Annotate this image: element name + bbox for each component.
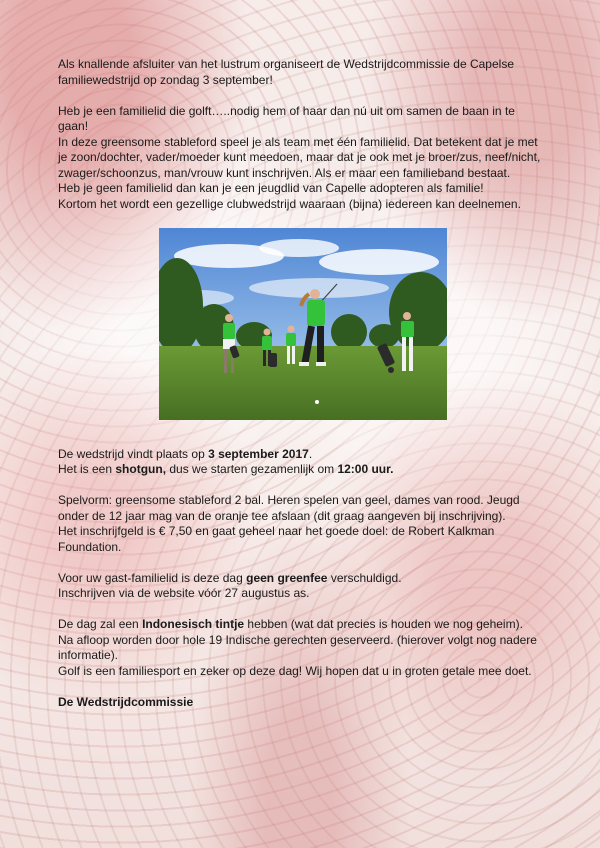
format-line-2: Het inschrijfgeld is € 7,50 en gaat geheel naar het goede doel: de Robert Kalkman Foundation. (58, 524, 495, 554)
family-line-4: Kortom het wordt een gezellige clubwedstrijd waaraan (bijna) iedereen kan deelnemen. (58, 196, 521, 211)
event-date: 3 september 2017 (208, 446, 309, 461)
golf-family-photo (159, 228, 447, 420)
family-line-3: Heb je geen familielid dan kan je een jeugdlid van Capelle adopteren als familie! (58, 181, 484, 195)
guest-paragraph (58, 571, 548, 602)
golf-ball (315, 400, 319, 404)
guest-greenfee: geen greenfee (246, 570, 328, 585)
register-line: Inschrijven via de website vóór 27 augustus as. (58, 586, 310, 600)
guest-suffix: verschuldigd. (327, 570, 402, 585)
intro-paragraph: Als knallende afsluiter van het lustrum organiseert de Wedstrijdcommissie de Capelse familiewedstrijd op zondag 3 september! (58, 57, 514, 87)
signature-paragraph (58, 695, 548, 711)
theme-line-3: Golf is een familiesport en zeker op deze dag! Wij hopen dat u in groten getale mee doet. (58, 663, 532, 678)
schedule-paragraph (58, 447, 548, 478)
family-paragraph (58, 104, 548, 213)
format-line-1: Spelvorm: greensome stableford 2 bal. Heren spelen van geel, dames van rood. Jeugd onder de 12 jaar mag van de oranje tee afslaan (dit graag aangeven bij inschrijving). (58, 493, 520, 523)
theme-highlight: Indonesisch tintje (142, 617, 245, 631)
theme-line-2: Na afloop worden door hole 19 Indische gerechten geserveerd. (hierover volgt nog nadere informatie). (58, 632, 537, 662)
theme-suffix: hebben (wat dat precies is houden we nog geheim). (244, 617, 523, 631)
shotgun-mid: dus we starten gezamenlijk om (166, 462, 338, 476)
schedule-date-prefix: De wedstrijd vindt plaats op (58, 446, 209, 461)
guest-prefix: Voor uw gast-familielid is deze dag (58, 570, 247, 585)
flyer-content (58, 57, 548, 726)
shotgun-label: shotgun, (115, 462, 167, 476)
format-paragraph (58, 493, 548, 555)
signature: De Wedstrijdcommissie (58, 694, 194, 709)
theme-prefix: De dag zal een (58, 617, 143, 631)
schedule-date-suffix: . (308, 446, 313, 461)
family-line-2: In deze greensome stableford speel je als team met één familielid. Dat betekent dat je met je zoon/dochter, vader/moeder kunt meedoen, maar dat je ook met je broer/zus, neef/nicht, zwager/schoonzus, man/vrouw kunt inschrijven. Als er maar een familieband bestaat. (58, 134, 541, 180)
shotgun-prefix: Het is een (58, 462, 116, 476)
family-line-1: Heb je een familielid die golft…..nodig hem of haar dan nú uit om samen de baan in te gaan! (58, 103, 515, 133)
photo-container (58, 228, 548, 420)
theme-paragraph (58, 617, 548, 679)
start-time: 12:00 uur. (337, 462, 394, 476)
